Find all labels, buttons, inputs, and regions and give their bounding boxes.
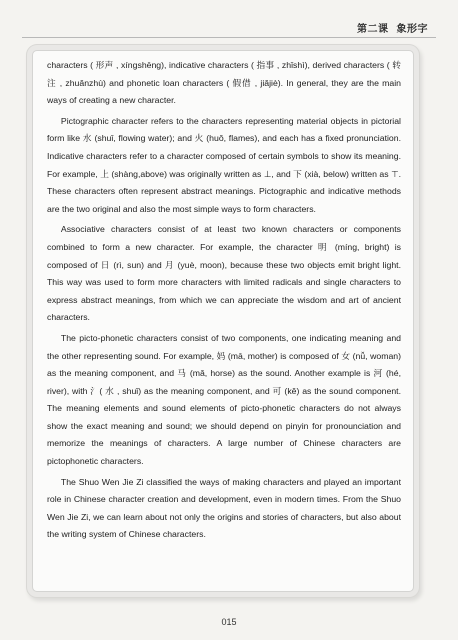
paragraph-picto-phonetic: The picto-phonetic characters consist of two components, one indicating meaning and the other representing sound. For example, 妈 (mā, mother) is composed of 女 (nǚ, woman) as the meaning component, and 马 (mǎ, horse) as the sound. Another example is 河 (hé, river), with 氵( 水 , shuǐ) as the meaning component, and 可 (kě) as the sound component. The meaning elements and sound elements of picto-phonetic characters do not always show the exact meaning and sound; we should depend on pinyin for pronounciation and memorize the meanings of characters. A large number of Chinese characters are pictophonetic characters. [47, 332, 401, 467]
paragraph-shuo-wen-jie-zi: The Shuo Wen Jie Zi classified the ways of making characters and played an important role in Chinese character creation and development, even in modern times. From the Shuo Wen Jie Zi, we can learn about not only the origins and stories of characters, but also about the writing system of Chinese characters. [47, 476, 401, 540]
page-header [349, 20, 428, 35]
paragraph-associative: Associative characters consist of at least two known characters or components combined to form a new character. For example, the character 明 (míng, bright) is composed of 日 (rì, sun) and 月 (yuè, moon), because these two objects emit bright light. This way was used to form more characters with limited radicals and single characters to express abstract meanings, from which we can appreciate the wisdom and art of ancient characters. [47, 224, 401, 323]
header-divider [22, 37, 436, 38]
lesson-title: 象形字 [396, 24, 428, 35]
text-panel [32, 50, 414, 592]
paragraph-pictographic: Pictographic character refers to the characters representing material objects in pictorial form like 水 (shuǐ, flowing water); and 火 (huǒ, flames), and each has a fixed pronunciation. Indicative characters refer to a character composed of certain symbols to show its meaning. For example, 上 (shàng,above) was originally written as ⊥, and 下 (xià, below) written as ⊤. These characters often represent abstract meanings. Pictographic and indicative methods are the two original and also the most simple ways to form characters. [47, 115, 401, 214]
page-number: 015 [221, 617, 237, 627]
paragraph-intro: characters ( 形声 , xíngshēng), indicative characters ( 指事 , zhǐshì), derived characters ( 转注 , zhuǎnzhù) and phonetic loan characters ( 假借 , jiǎjiè). In general, they are the main ways of creating a new character. [47, 60, 401, 106]
lesson-number: 第二课 [357, 24, 389, 35]
